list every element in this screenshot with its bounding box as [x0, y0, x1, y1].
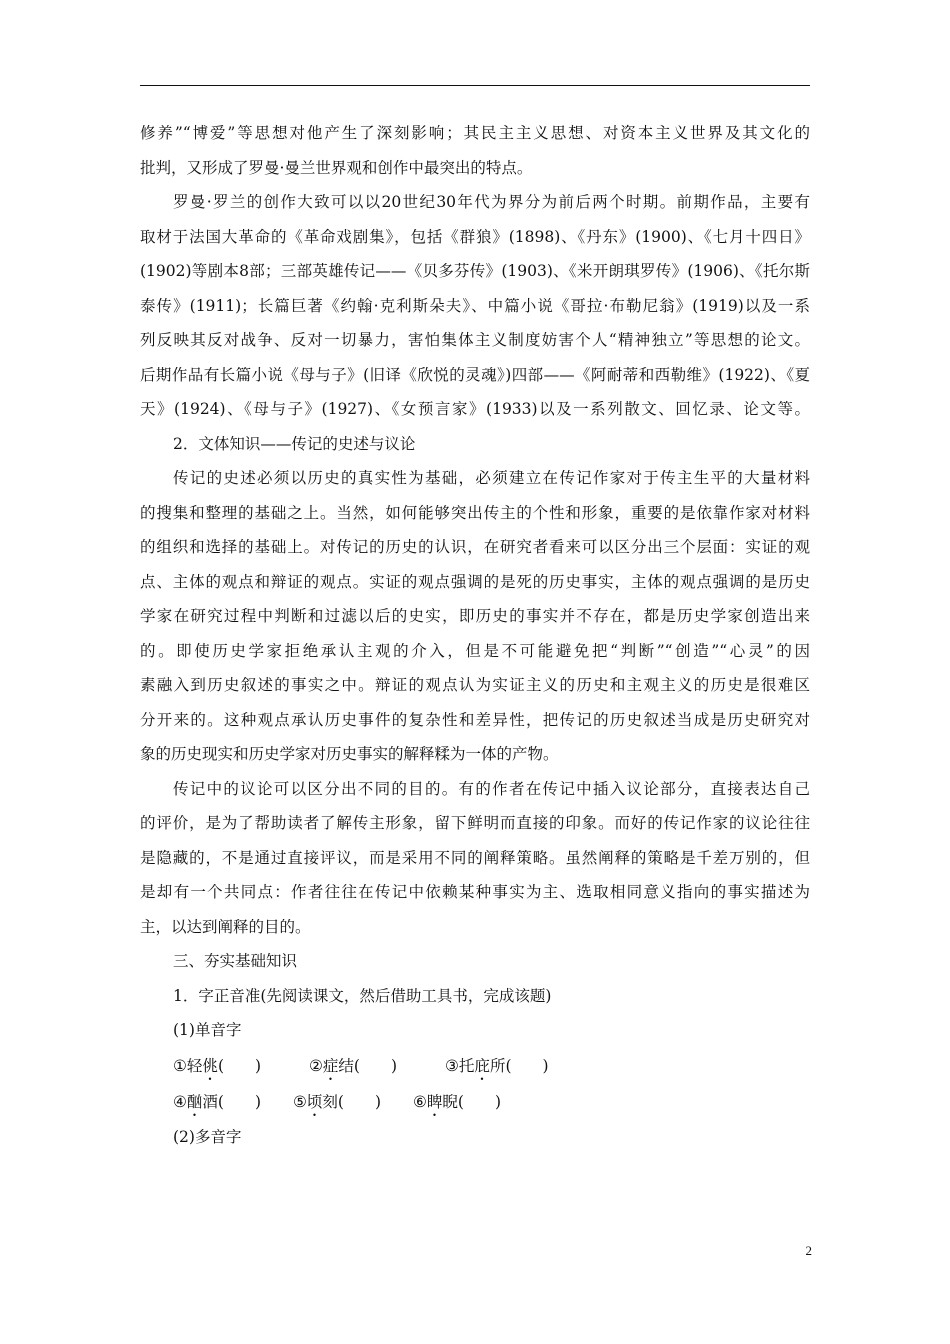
- text-line: 素融入到历史叙述的事实之中。辩证的观点认为实证主义的历史和主观主义的历史是很难区: [140, 676, 810, 694]
- text-line: 列反映其反对战争、反对一切暴力，害怕集体主义制度妨害个人“精神独立”等思想的论文。: [140, 331, 810, 349]
- text-line: 泰传》(1911)；长篇巨著《约翰·克利斯朵夫》、中篇小说《哥拉·布勒尼翁》(1919)以及一系: [140, 296, 810, 315]
- subsection-label: (2)多音字: [173, 1127, 242, 1146]
- document-body: [140, 116, 810, 1154]
- text-line: 天》(1924)、《母与子》(1927)、《女预言家》(1933)以及一系列散文、回忆录、论文等。: [140, 400, 810, 418]
- text-line: 修养”“博爱”等思想对他产生了深刻影响；其民主主义思想、对资本主义世界及其文化的: [140, 124, 810, 142]
- paragraph-first-line: 传记中的议论可以区分出不同的目的。有的作者在传记中插入议论部分，直接表达自己: [173, 779, 810, 798]
- text-line: 是隐藏的，不是通过直接评议，而是采用不同的阐释策略。虽然阐释的策略是千差万别的，但: [140, 848, 810, 867]
- text-line: 取材于法国大革命的《革命戏剧集》，包括《群狼》(1898)、《丹东》(1900)、《七月十四日》: [140, 227, 810, 246]
- text-line: 学家在研究过程中判断和过滤以后的史实，即历史的事实并不存在，都是历史学家创造出来: [140, 607, 810, 625]
- section-heading: 2．文体知识——传记的史述与议论: [173, 434, 416, 453]
- marked-character: 庇: [474, 1056, 490, 1075]
- quiz-row: [140, 1048, 810, 1084]
- paragraph-first-line: 罗曼·罗兰的创作大致可以以20世纪30年代为界分为前后两个时期。前期作品，主要有: [173, 193, 810, 211]
- text-line: 点、主体的观点和辩证的观点。实证的观点强调的是死的历史事实，主体的观点强调的是历史: [140, 572, 810, 591]
- quiz-item: ⑥睥睨( ): [413, 1084, 501, 1120]
- paragraph-first-line: 传记的史述必须以历史的真实性为基础，必须建立在传记作家对于传主生平的大量材料: [173, 469, 810, 487]
- text-line: 的。即使历史学家拒绝承认主观的介入，但是不可能避免把“判断”“创造”“心灵”的因: [140, 641, 810, 660]
- text-line: 的组织和选择的基础上。对传记的历史的认识，在研究者看来可以区分出三个层面：实证的观: [140, 538, 810, 556]
- text-line: 后期作品有长篇小说《母与子》(旧译《欣悦的灵魂》)四部——《阿耐蒂和西勒维》(1922)、《夏: [140, 365, 810, 384]
- text-line: 是却有一个共同点：作者往往在传记中依赖某种事实为主、选取相同意义指向的事实描述为: [140, 883, 810, 901]
- quiz-item: ①轻佻( ): [173, 1048, 309, 1084]
- quiz-item: ③托庇所( ): [445, 1048, 549, 1084]
- quiz-item: ⑤顷刻( ): [293, 1084, 413, 1120]
- text-line: (1902)等剧本8部；三部英雄传记——《贝多芬传》(1903)、《米开朗琪罗传》(1906)、《托尔斯: [140, 262, 810, 280]
- quiz-item: ④酗酒( ): [173, 1084, 293, 1120]
- section-heading: 三、夯实基础知识: [173, 952, 298, 970]
- marked-character: 佻: [202, 1056, 218, 1075]
- subsection-label: (1)单音字: [173, 1021, 242, 1039]
- question-heading: 1．字正音准(先阅读课文，然后借助工具书，完成该题): [173, 986, 552, 1005]
- marked-character: 酗: [186, 1092, 203, 1111]
- text-line: 分开来的。这种观点承认历史事件的复杂性和差异性，把传记的历史叙述当成是历史研究对: [140, 710, 810, 729]
- quiz-item: ②症结( ): [309, 1048, 445, 1084]
- quiz-row: [140, 1084, 810, 1120]
- text-line: 批判，又形成了罗曼·曼兰世界观和创作中最突出的特点。: [140, 158, 533, 177]
- header-rule: [140, 85, 810, 86]
- text-line: 主，以达到阐释的目的。: [140, 917, 311, 936]
- marked-character: 顷: [306, 1092, 323, 1111]
- page-number: 2: [805, 1243, 812, 1258]
- text-line: 的评价，是为了帮助读者了解传主形象，留下鲜明而直接的印象。而好的传记作家的议论往往: [140, 814, 810, 832]
- marked-character: 症: [322, 1056, 339, 1075]
- text-line: 的搜集和整理的基础之上。当然，如何能够突出传主的个性和形象，重要的是依靠作家对材料: [140, 503, 810, 522]
- marked-character: 睥: [426, 1092, 443, 1111]
- text-line: 象的历史现实和历史学家对历史事实的解释糅为一体的产物。: [140, 745, 559, 763]
